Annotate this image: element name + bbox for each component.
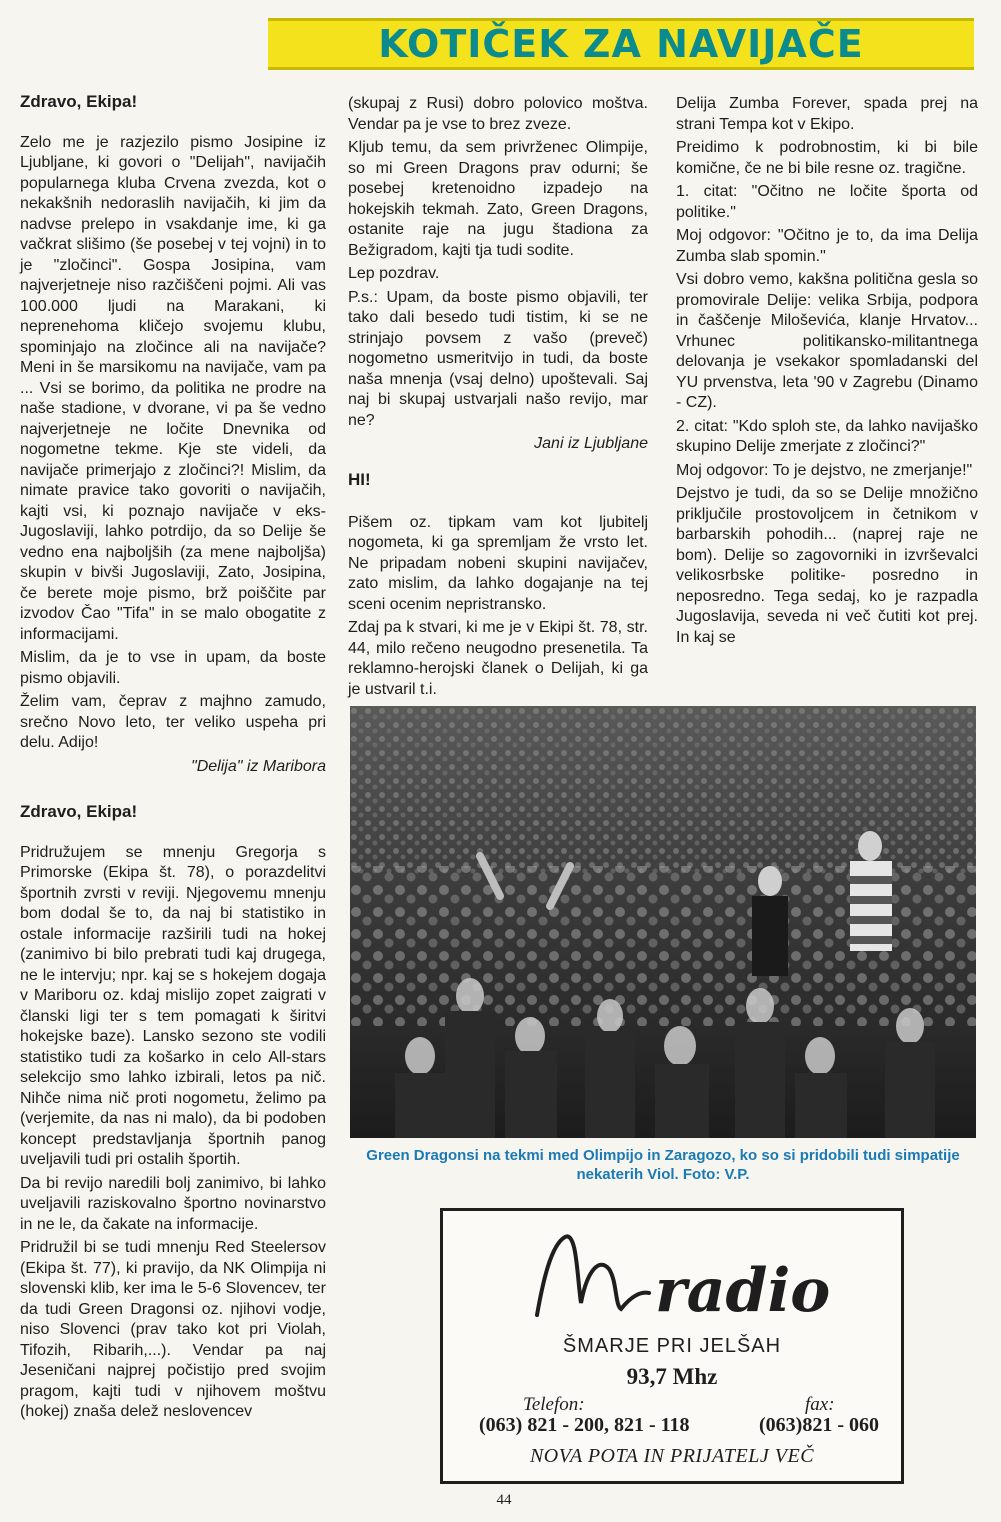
letter-paragraph: Pridružujem se mnenju Gregorja s Primorske (Ekipa št. 78), o porazdelitvi športnih zvrsti v reviji. Njegovemu mnenju bom dodal še to, da naj bi statistiko in ostale informacije razširili tudi na hokej (zanimivo bi bilo prebrati tudi kaj drugega, ne le intervju; npr. kaj se s hokejem dogaja v Mariboru oz. kdaj mislijo zopet zaigrati v članski ligi ter s tem pomagati k širitvi hokejske baze). Lansko sezono ste vodili statistiko tudi za košarko in celo All-stars selekcijo smo lahko izbirali, letos pa nič. Nihče nima nič proti nogometu, želimo pa (verjemite, da nas ni malo), da bi podoben koncept predstavljanja športnih panog uveljavili tudi pri ostalih športih. (20, 843, 326, 1168)
radio-logo (443, 1211, 907, 1329)
letter-paragraph: Moj odgovor: To je dejstvo, ne zmerjanje!" (676, 461, 973, 479)
letter-paragraph: Želim vam, čeprav z majhno zamudo, srečno Novo leto, ter veliko uspeha pri delu. Adijo! (20, 693, 326, 751)
letter-continuation (348, 94, 648, 455)
letter-paragraph: Preidimo k podrobnostim, ki bi bile komične, če ne bi bile resne oz. tragične. (676, 139, 978, 177)
letter-hi-continuation (676, 94, 978, 651)
ad-frequency: 93,7 Mhz (626, 1364, 718, 1389)
letter-paragraph: Kljub temu, da sem privrženec Olimpije, so mi Green Dragons prav odurni; še posebej kretenoidno izpadejo na hokejskih tekmah. Zato, Green Dragons, ostanite raje na jugu štadiona za Bežigradom, kajti tja tudi sodite. (348, 139, 648, 259)
letter-paragraph: Zelo me je razjezilo pismo Josipine iz Ljubljane, ki govori o "Delijah", navijačih popularnega kluba Crvena zvezda, kot o nekakšnih nedoraslih navijačih, ki jim da nadvse prelepo in vsakdanje ime, ki ga vačkrat slišimo (še posebej v tej vojni) in to je "zločinci". Gospa Josipina, vam najverjetneje niso razčiščeni pojmi. Ali vas 100.000 ljudi na Marakani, ki neprenehoma kličejo svojemu klubu, spominjajo na zločince ali na navijače? Meni in še marsikomu na navijače, vam pa ... Vsi se borimo, da politika ne prodre na naše stadione, v dvorane, vi pa še vedno najverjetneje ne ločite Dnevnika od nogometne tekme. Kje ste videli, da navijače primerjajo z zločinci?! Mislim, da nimate pravice tako govoriti o navijačih, kajti vsi, ki poznajo navijače v eks-Jugoslaviji, lahko potrdijo, da so Delije še vedno ena najboljših (za mene najboljša) skupin v bivši Jugoslaviji, Zato, Josipina, če berete moje pismo, brž poiščite par izvodov Čao "Tifa" in se malo obogatite z informacijami. (20, 133, 326, 643)
letter-paragraph: Pišem oz. tipkam vam kot ljubitelj nogometa, ki ga spremljam že vrsto let. Ne pripadam nobeni skupini navijačev, zato mislim, da lahko dogajanje na tej sceni ocenim nepristransko. (348, 513, 648, 613)
letter-paragraph: Dejstvo je tudi, da so se Delije množično priključile prostovoljcem in četnikom v barbarskih pohodih... (naprej raje ne bom). Delije so zagovorniki in izvrševalci velikosrbske politike- posredno in neposredno. Tega sedaj, ko je razpadla Jugoslavija, seveda ni več čutiti kot prej. In kaj se (676, 485, 978, 646)
page-number: 44 (496, 1492, 512, 1508)
letter-paragraph: P.s.: Upam, da boste pismo objavili, ter tako dali besedo tudi tistim, ki se ne strinjajo povsem z vašo (preveč) nogometno usmeritvijo in tudi, da boste naša mnenja (vsaj delno) upoštevali. Saj naj bi skupaj ustvarjali našo revijo, mar ne? (348, 288, 648, 429)
letter-paragraph: Da bi revijo naredili bolj zanimivo, bi lahko uveljavili raziskovalno športno novinarstvo in ne le, da čakate na informacije. (20, 1174, 326, 1233)
letter-paragraph: Pridružil bi se tudi mnenju Red Steelersov (Ekipa št. 77), ki pravijo, da NK Olimpija ni slovenski klib, ker ima le 5-6 Slovencev, ter da tudi Green Dragonsi oz. njihovi vodje, niso Slovenci (prav tako kot pri Violah, Tifozih, Ribarih,...). Vendar pa naj Jeseničani najprej počistijo pred svojim pragom, kajti tudi v njihovem moštvu (hokej) znaša delež neslovencev (20, 1239, 326, 1420)
ad-telefon-number: (063) 821 - 200, 821 - 118 (479, 1414, 690, 1436)
letter-paragraph: Zdaj pa k stvari, ki me je v Ekipi št. 78, str. 44, milo rečeno neugodno presenetila. Ta reklamno-herojski članek o Delijah, ki ga je ustvaril t.i. (348, 619, 648, 698)
letter-hokej (20, 802, 326, 1426)
letter-signature: "Delija" iz Maribora (191, 757, 326, 775)
page-title: KOTIČEK ZA NAVIJAČE (378, 22, 864, 66)
letter-hi (348, 470, 648, 703)
letter-paragraph: (skupaj z Rusi) dobro polovico moštva. Vendar pa je vse to brez zveze. (348, 95, 648, 133)
radio-logo-text: radio (655, 1256, 831, 1326)
crowd-photo-image (350, 706, 976, 1138)
letter-paragraph: 2. citat: "Kdo sploh ste, da lahko navijaško skupino Delije zmerjate z zločinci?" (676, 417, 978, 455)
letter-paragraph: Vsi dobro vemo, kakšna politična gesla so promovirale Delije: velika Srbija, podpora in čaščenje Miloševića, klanje Hrvatov... Vrhunec politikansko-militantnega delovanja je vsekakor spomladanski del YU prvenstva, leta '90 v Zagrebu (Dinamo - CZ). (676, 271, 978, 411)
letter-paragraph: Delija Zumba Forever, spada prej na strani Tempa kot v Ekipo. (676, 95, 978, 133)
letter-delija (20, 92, 326, 777)
letter-signature: Jani iz Ljubljane (534, 435, 648, 452)
ad-telefon-label: Telefon: (523, 1394, 585, 1415)
letter-heading: Zdravo, Ekipa! (20, 802, 138, 821)
ad-town: ŠMARJE PRI JELŠAH (562, 1335, 782, 1357)
ad-slogan: NOVA POTA IN PRIJATELJ VEČ (529, 1445, 815, 1467)
letter-paragraph: Moj odgovor: "Očitno je to, da ima Delija Zumba slab spomin." (676, 227, 978, 265)
letter-heading: Zdravo, Ekipa! (20, 92, 138, 111)
ad-fax-label: fax: (805, 1394, 835, 1415)
letter-paragraph: Lep pozdrav. (348, 265, 440, 282)
photo-caption: Green Dragonsi na tekmi med Olimpijo in Zaragozo, ko so si pridobili tudi simpatije nekaterih Viol. Foto: V.P. (366, 1147, 960, 1183)
radio-advertisement (440, 1208, 904, 1484)
letter-heading: HI! (348, 470, 371, 489)
ad-fax-number: (063)821 - 060 (759, 1414, 879, 1436)
letter-paragraph: 1. citat: "Očitno ne ločite športa od politike." (676, 183, 978, 221)
crowd-photo (350, 706, 976, 1138)
letter-paragraph: Mislim, da je to vse in upam, da boste pismo objavili. (20, 649, 326, 687)
